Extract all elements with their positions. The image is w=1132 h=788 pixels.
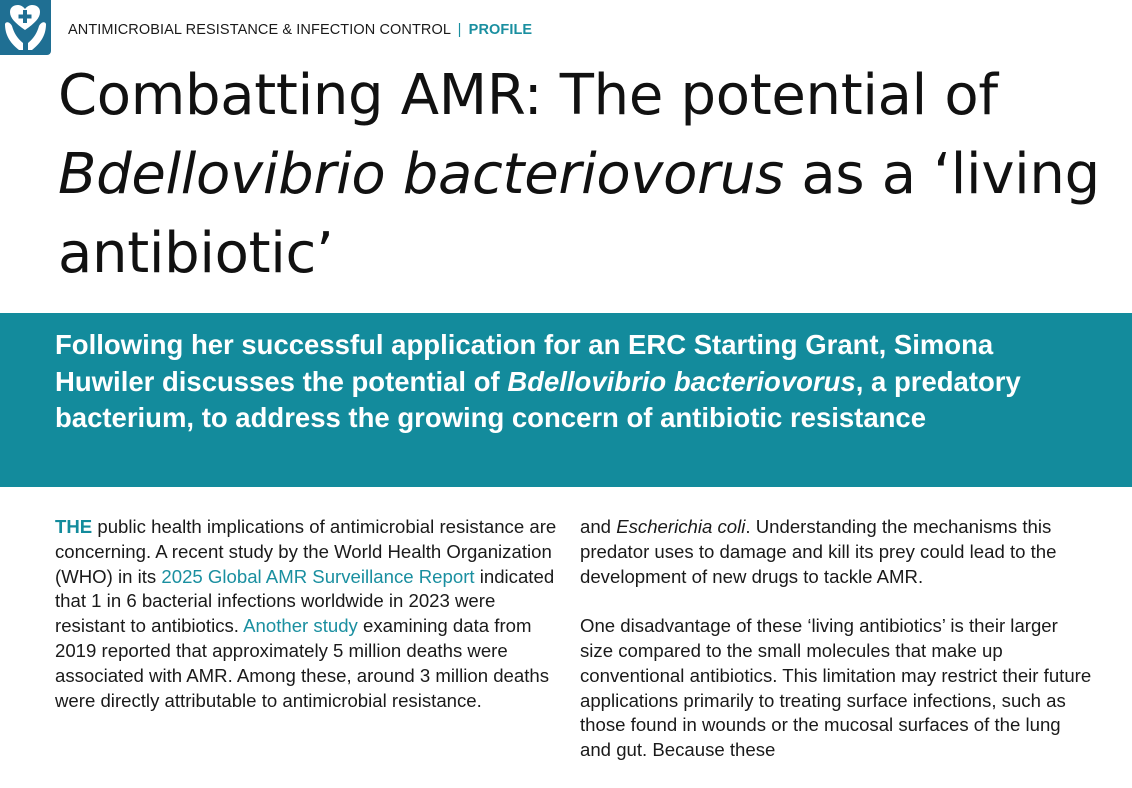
standfirst [55,327,1095,437]
header-separator: | [457,22,462,38]
article-title [58,56,1118,293]
body-paragraph [55,515,570,713]
body-column-left [55,515,570,738]
species-name: Escherichia coli [616,516,746,537]
who-report-link[interactable]: 2025 Global AMR Surveillance Report [161,565,475,587]
standfirst-text-end: , a predatory bacterium, to address the growing concern of antibiotic resistance [55,365,1021,433]
body-text: and [580,516,617,537]
hands-heart-cross-icon [0,0,51,55]
lead-word: THE [55,516,93,537]
standfirst-text-start: Following her successful application for an ERC Starting Grant, Simona Huwiler discusses the potential of [55,329,994,397]
section-header [68,22,532,38]
body-column-right [580,515,1095,788]
title-species-name: Bdellovibrio bacteriovorus [58,142,784,207]
title-text-end: as a ‘living antibiotic’ [58,142,1100,286]
section-label: ANTIMICROBIAL RESISTANCE & INFECTION CONTROL [68,22,451,38]
another-study-link[interactable]: Another study [243,615,358,637]
body-text: examining data from 2019 reported that approximately 5 million deaths were associated with AMR. Among these, around 3 million deaths were directly attributable to antimicrobial resistance. [55,615,550,711]
body-paragraph: One disadvantage of these ‘living antibiotics’ is their larger size compared to the small molecules that make up conventional antibiotics. This limitation may restrict their future applications primarily to treating surface infections, such as those found in wounds or the mucosal surfaces of the lung and gut. Because these [580,615,1092,761]
body-text: . Understanding the mechanisms this predator uses to damage and kill its prey could lead to the development of new drugs to tackle AMR. [580,516,1057,587]
standfirst-species-name: Bdellovibrio bacteriovorus [507,365,856,397]
body-text: public health implications of antimicrobial resistance are concerning. A recent study by the World Health Organization (WHO) in its [55,516,557,587]
article-type-label: PROFILE [468,22,533,38]
body-text: indicated that 1 in 6 bacterial infections worldwide in 2023 were resistant to antibiotics. [55,565,555,637]
body-paragraph [580,515,1095,589]
title-text-start: Combatting AMR: The potential of [58,63,998,128]
logo [0,0,51,55]
